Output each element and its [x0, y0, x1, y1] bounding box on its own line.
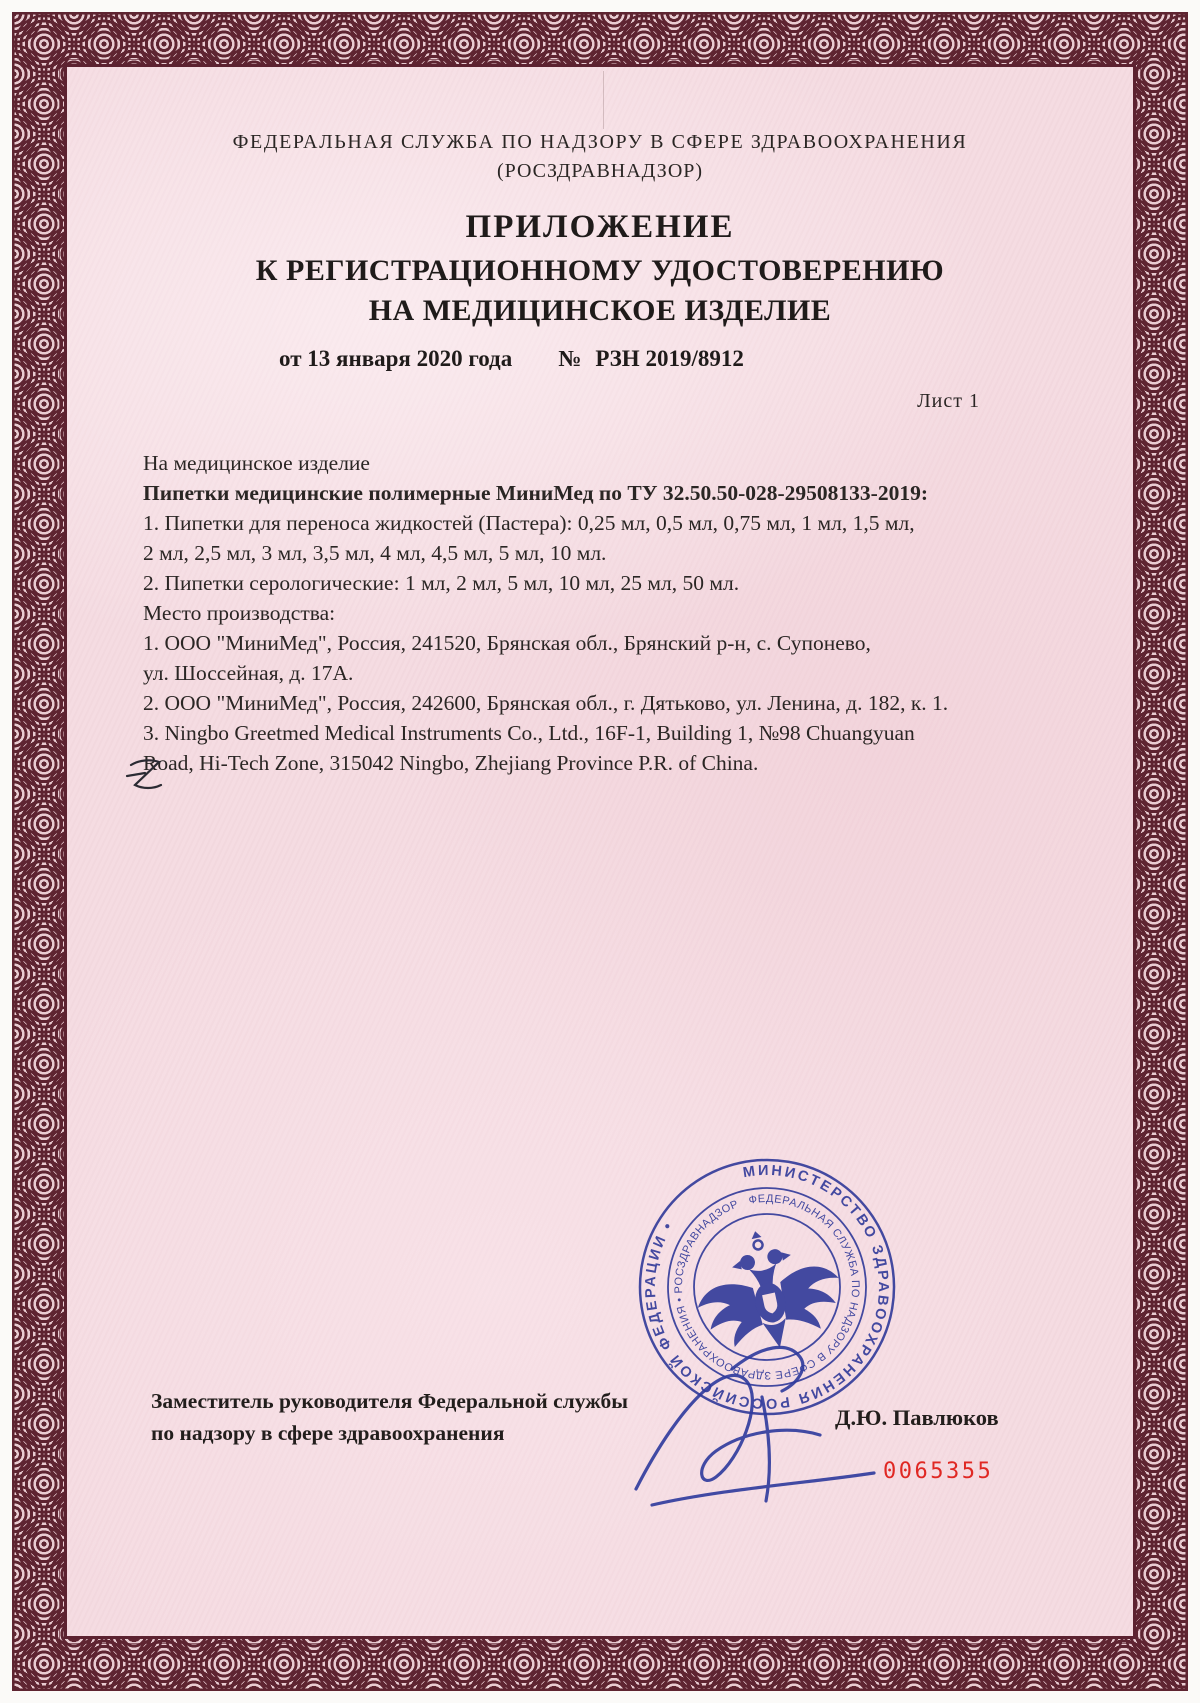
body-line: Место производства: [143, 601, 336, 625]
body-line: 3. Ningbo Greetmed Medical Instruments Co., Ltd., 16F-1, Building 1, №98 Chuangyuan [143, 721, 915, 745]
sheet-label: Лист 1 [917, 390, 980, 412]
agency-name: ФЕДЕРАЛЬНАЯ СЛУЖБА ПО НАДЗОРУ В СФЕРЕ ЗДРАВООХРАНЕНИЯ [232, 131, 968, 153]
guilloche-border [12, 12, 1188, 1691]
form-serial-number: 0065355 [883, 1459, 994, 1484]
body-line: Road, Hi-Tech Zone, 315042 Ningbo, Zhejiang Province P.R. of China. [143, 751, 759, 775]
body-line: 2. ООО "МиниМед", Россия, 242600, Брянская обл., г. Дятьково, ул. Ленина, д. 182, к. 1. [143, 691, 949, 715]
stamp-inner-ring-text: ФЕДЕРАЛЬНАЯ СЛУЖБА ПО НАДЗОРУ В СФЕРЕ ЗДРАВООХРАНЕНИЯ • РОСЗДРАВНАДЗОР [672, 1192, 862, 1382]
paper-crease [603, 71, 604, 129]
certificate-body [64, 64, 1136, 1639]
registration-number [558, 346, 744, 372]
body-text [143, 448, 1103, 778]
document-title-line2: К РЕГИСТРАЦИОННОМУ УДОСТОВЕРЕНИЮ [255, 254, 945, 287]
date-and-number-row [279, 346, 744, 372]
body-line: ул. Шоссейная, д. 17А. [143, 661, 354, 685]
body-line: 2. Пипетки серологические: 1 мл, 2 мл, 5 мл, 10 мл, 25 мл, 50 мл. [143, 571, 740, 595]
number-sign: № [558, 346, 582, 371]
handwritten-signature [612, 1339, 902, 1529]
document-title-line1: ПРИЛОЖЕНИЕ [465, 209, 735, 245]
document-title-line3: НА МЕДИЦИНСКОЕ ИЗДЕЛИЕ [368, 294, 832, 327]
handwritten-mark [123, 755, 167, 795]
number-value: РЗН 2019/8912 [595, 346, 744, 371]
body-line: 2 мл, 2,5 мл, 3 мл, 3,5 мл, 4 мл, 4,5 мл, 5 мл, 10 мл. [143, 541, 607, 565]
body-line: 1. Пипетки для переноса жидкостей (Пастера): 0,25 мл, 0,5 мл, 0,75 мл, 1 мл, 1,5 мл, [143, 511, 915, 535]
body-line: На медицинское изделие [143, 451, 370, 475]
body-line: 1. ООО "МиниМед", Россия, 241520, Брянская обл., Брянский р-н, с. Супонево, [143, 631, 871, 655]
body-line: Пипетки медицинские полимерные МиниМед по ТУ 32.50.50-028-29508133-2019: [143, 481, 928, 505]
signer-role-line1: Заместитель руководителя Федеральной службы [151, 1389, 629, 1413]
signer-name: Д.Ю. Павлюков [835, 1405, 999, 1430]
issue-date: от 13 января 2020 года [279, 346, 513, 371]
signer-role-line2: по надзору в сфере здравоохранения [151, 1421, 505, 1445]
stamp-outer-ring-text: МИНИСТЕРСТВО ЗДРАВООХРАНЕНИЯ РОССИЙСКОЙ ФЕДЕРАЦИИ • [642, 1162, 892, 1412]
signer-role [151, 1385, 628, 1449]
agency-short-name: (РОСЗДРАВНАДЗОР) [496, 160, 704, 182]
